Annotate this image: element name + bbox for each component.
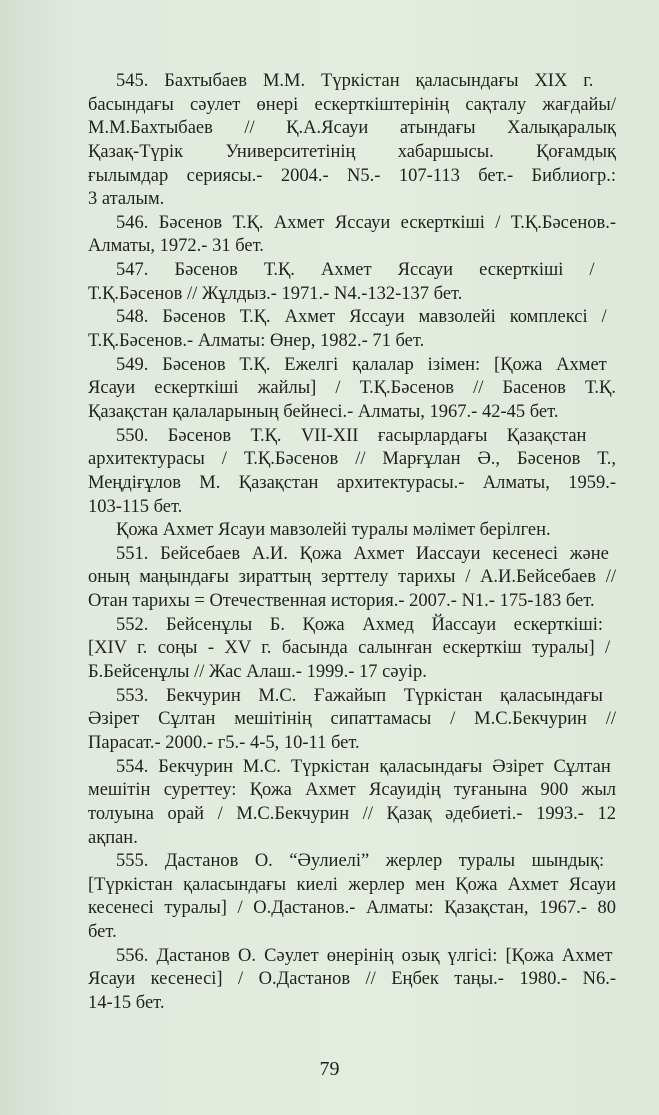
entry-line: Алматы, 1972.- 31 бет. [88,236,264,257]
entry-line: 3 аталым. [88,189,165,210]
bibliography-entry [88,519,616,543]
entry-line: оның маңындағы зираттың зерттелу тарихы / А.И.Бейсебаев // [88,567,616,588]
entry-line: 549. Бәсенов Т.Қ. Ежелгі қалалар ізімен: [Қожа Ахмет [116,354,607,375]
entry-line: мешітін суреттеу: Қожа Ахмет Ясауидің туғанына 900 жыл [88,780,616,801]
entry-line: Т.Қ.Бәсенов.- Алматы: Өнер, 1982.- 71 бет. [88,331,425,352]
entry-line: архитектурасы / Т.Қ.Бәсенов // Марғұлан Ә., Бәсенов Т., [88,449,616,470]
entry-line: Әзірет Сұлтан мешітінің сипаттамасы / М.С.Бекчурин // [88,709,616,730]
bibliography-entry [88,306,616,353]
entry-line: кесенесі туралы] / О.Дастанов.- Алматы: Қазақстан, 1967.- 80 [88,898,616,919]
entry-line: [XIV г. соңы - XV г. басында салынған ескерткіш туралы] / [88,638,611,659]
entry-line: 547. Бәсенов Т.Қ. Ахмет Яссауи ескерткіші / [116,260,595,281]
page-number: 79 [319,1058,340,1080]
bibliography-entry [88,614,616,685]
entry-line: 556. Дастанов О. Сәулет өнерінің озық үлгісі: [Қожа Ахмет [116,945,613,966]
bibliography-entry [88,756,616,851]
entry-line: Б.Бейсенұлы // Жас Алаш.- 1999.- 17 сәуір. [88,662,427,683]
entry-line: ақпан. [88,827,138,848]
entry-line: Меңдіғұлов М. Қазақстан архитектурасы.- Алматы, 1959.- [88,472,616,493]
entry-line: 14-15 бет. [88,992,165,1013]
bibliography-entry [88,425,616,520]
entry-line: 551. Бейсебаев А.И. Қожа Ахмет Иассауи кесенесі және [116,543,609,564]
bibliography-entry [88,212,616,259]
entry-line: толуына орай / М.С.Бекчурин // Қазақ әдебиеті.- 1993.- 12 [88,803,616,824]
entry-line: 552. Бейсенұлы Б. Қожа Ахмед Йассауи ескерткіші: [116,614,604,635]
entry-line: бет. [88,922,117,943]
bibliography-entry [88,685,616,756]
entry-line: Т.Қ.Бәсенов // Жұлдыз.- 1971.- N4.-132-137 бет. [88,283,463,304]
entry-line: 555. Дастанов О. “Әулиелі” жерлер туралы шындық: [116,851,605,872]
entry-line: басындағы сәулет өнері ескерткіштерінің сақталу жағдайы/ [88,94,616,115]
bibliography-entry [88,354,616,425]
entry-line: [Түркістан қаласындағы киелі жерлер мен Қожа Ахмет Ясауи [88,874,616,895]
entry-line: 550. Бәсенов Т.Қ. VII-XII ғасырлардағы Қазақстан [116,425,587,446]
entry-line: ғылымдар сериясы.- 2004.- N5.- 107-113 бет.- Библиогр.: [88,165,616,186]
entry-line: Қазақ-Түрік Университетінің хабаршысы. Қоғамдық [88,141,616,162]
entry-line: Парасат.- 2000.- г5.- 4-5, 10-11 бет. [88,732,360,753]
bibliography-entry [88,850,616,945]
bibliography-entry [88,543,616,614]
entry-line: Отан тарихы = Отечественная история.- 2007.- N1.- 175-183 бет. [88,591,595,612]
entry-line: 103-115 бет. [88,496,183,517]
entry-line: 548. Бәсенов Т.Қ. Ахмет Яссауи мавзолейі комплексі / [116,307,607,328]
entry-line: Қожа Ахмет Ясауи мавзолейі туралы мәлімет берілген. [116,520,551,541]
entry-line: Ясауи ескерткіші жайлы] / Т.Қ.Бәсенов // Басенов Т.Қ. [88,378,616,399]
bibliography-entry [88,945,616,1016]
entry-line: 553. Бекчурин М.С. Ғажайып Түркістан қаласындағы [116,685,603,706]
entry-line: 545. Бахтыбаев М.М. Түркістан қаласындағы XIX г. [116,71,594,91]
entry-line: Қазақстан қалаларының бейнесі.- Алматы, 1967.- 42-45 бет. [88,401,559,422]
entry-line: Ясауи кесенесі] / О.Дастанов // Еңбек таңы.- 1980.- N6.- [88,969,616,990]
entry-line: 554. Бекчурин М.С. Түркістан қаласындағы Әзірет Сұлтан [116,756,611,777]
entry-line: М.М.Бахтыбаев // Қ.А.Ясауи атындағы Халықаралық [88,118,616,139]
bibliography-entry [88,259,616,306]
entry-line: 546. Бәсенов Т.Қ. Ахмет Яссауи ескерткіші / Т.Қ.Бәсенов.- [116,212,616,233]
bibliography-entry [88,70,616,212]
bibliography-page [88,70,616,1016]
